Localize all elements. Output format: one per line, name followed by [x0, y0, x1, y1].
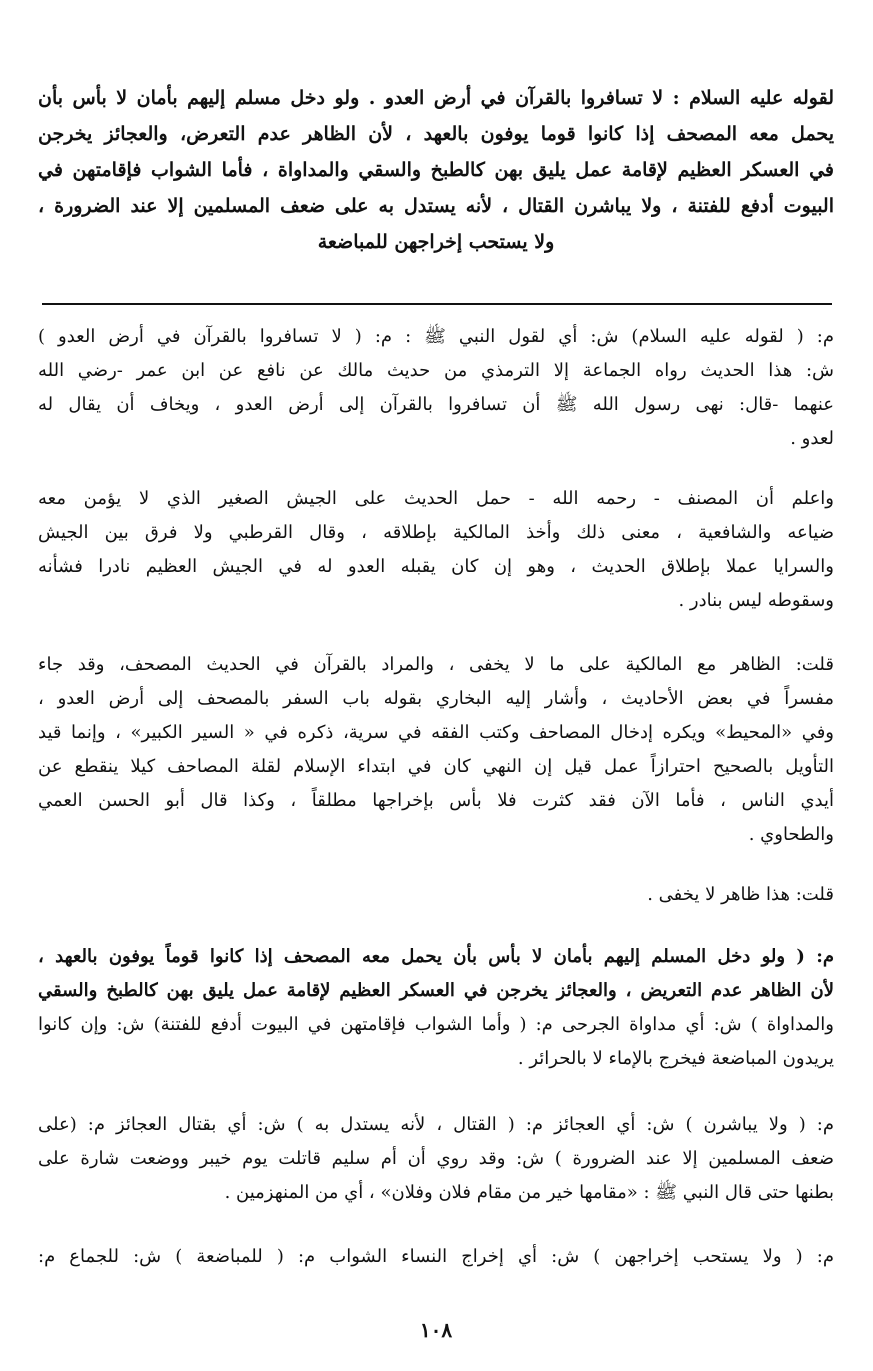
commentary-line: قلت: الظاهر مع المالكية على ما لا يخفى ، والمراد بالقرآن في الحديث المصحف، وقد جاء: [38, 654, 834, 675]
main-line: ولا يستحب إخراجهن للمباضعة: [317, 231, 555, 253]
main-line: في العسكر العظيم لإقامة عمل يليق بهن كالطبخ والسقي والمداواة ، فأما الشواب فإقامتهن في: [38, 159, 834, 181]
commentary-line: وفي «المحيط» ويكره إدخال المصاحف وكتب الفقه في سرية، ذكره في « السير الكبير» ، وإنما قيد: [38, 722, 834, 743]
commentary-line: أيدي الناس ، فأما الآن فقد كثرت فلا بأس بإخراجها مطلقاً ، وكذا قال أبو الحسن العمي: [38, 790, 834, 811]
main-line: البيوت أدفع للفتنة ، ولا يباشرن القتال ، لأنه يستدل به على ضعف المسلمين إلا عند الضرورة ،: [38, 195, 834, 217]
commentary-line: ضياعه والشافعية ، معنى ذلك وأخذ المالكية بإطلاقه ، وقال القرطبي ولا فرق بين الجيش: [38, 522, 834, 543]
main-line: يحمل معه المصحف إذا كانوا قوما يوفون بالعهد ، لأن الظاهر عدم التعرض، والعجائز يخرجن: [38, 123, 834, 145]
commentary-line: والسرايا عملا بإطلاق الحديث ، وهو إن كان يقبله العدو له في الجيش العظيم نادرا فشأنه: [38, 556, 834, 577]
commentary-line: مفسراً في بعض الأحاديث ، وأشار إليه البخاري بقوله باب السفر بالمصحف إلى أرض العدو ،: [38, 688, 834, 709]
commentary-line: وسقوطه ليس بنادر .: [678, 590, 834, 611]
page-number: ١٠٨: [419, 1318, 453, 1342]
commentary-line: واعلم أن المصنف - رحمه الله - حمل الحديث على الجيش الصغير الذي لا يؤمن معه: [38, 488, 834, 509]
commentary-line: والمداواة ) ش: أي مداواة الجرحى م: ( وأما الشواب فإقامتهن في البيوت أدفع للفتنة) ش: وإن كانوا: [38, 1014, 834, 1035]
main-line: لقوله عليه السلام : لا تسافروا بالقرآن في أرض العدو . ولو دخل مسلم إليهم بأمان لا بأس بأن: [38, 87, 834, 109]
commentary-line: لعدو .: [790, 428, 834, 449]
commentary-line: ش: هذا الحديث رواه الجماعة إلا الترمذي من حديث مالك عن نافع عن ابن عمر -رضي الله: [38, 360, 834, 381]
commentary-line: ضعف المسلمين إلا عند الضرورة ) ش: وقد روي أن أم سليم قاتلت يوم خيبر ووضعت شارة على: [38, 1148, 834, 1169]
commentary-line: يريدون المباضعة فيخرج بالإماء لا بالحرائر .: [517, 1048, 834, 1069]
commentary-line: والطحاوي .: [748, 824, 834, 845]
commentary-line: التأويل بالصحيح احترازاً عمل قيل إن النهي كان في ابتداء الإسلام لقلة المصاحف كيلا ينقطع عن: [38, 756, 834, 777]
commentary-line: م: ( لقوله عليه السلام) ش: أي لقول النبي ﷺ : م: ( لا تسافروا بالقرآن في أرض العدو ): [38, 326, 834, 347]
commentary-line: قلت: هذا ظاهر لا يخفى .: [647, 884, 834, 905]
commentary-line: م: ( ولو دخل المسلم إليهم بأمان لا بأس بأن يحمل معه المصحف إذا كانوا قوماً يوفون بالعهد ،: [38, 946, 834, 967]
divider-rule: [42, 303, 832, 305]
commentary-line: بطنها حتى قال النبي ﷺ : «مقامها خير من مقام فلان وفلان» ، أي من المنهزمين .: [224, 1182, 834, 1203]
commentary-line: عنهما -قال: نهى رسول الله ﷺ أن تسافروا بالقرآن إلى أرض العدو ، ويخاف أن يقال له: [38, 394, 834, 415]
commentary-line: لأن الظاهر عدم التعريض ، والعجائز يخرجن في العسكر العظيم لإقامة عمل يليق بهن كالطبخ والسقي: [38, 980, 834, 1001]
commentary-line: م: ( ولا يباشرن ) ش: أي العجائز م: ( القتال ، لأنه يستدل به ) ش: أي بقتال العجائز م: (على: [38, 1114, 834, 1135]
commentary-line: م: ( ولا يستحب إخراجهن ) ش: أي إخراج النساء الشواب م: ( للمباضعة ) ش: للجماع م:: [38, 1246, 834, 1267]
